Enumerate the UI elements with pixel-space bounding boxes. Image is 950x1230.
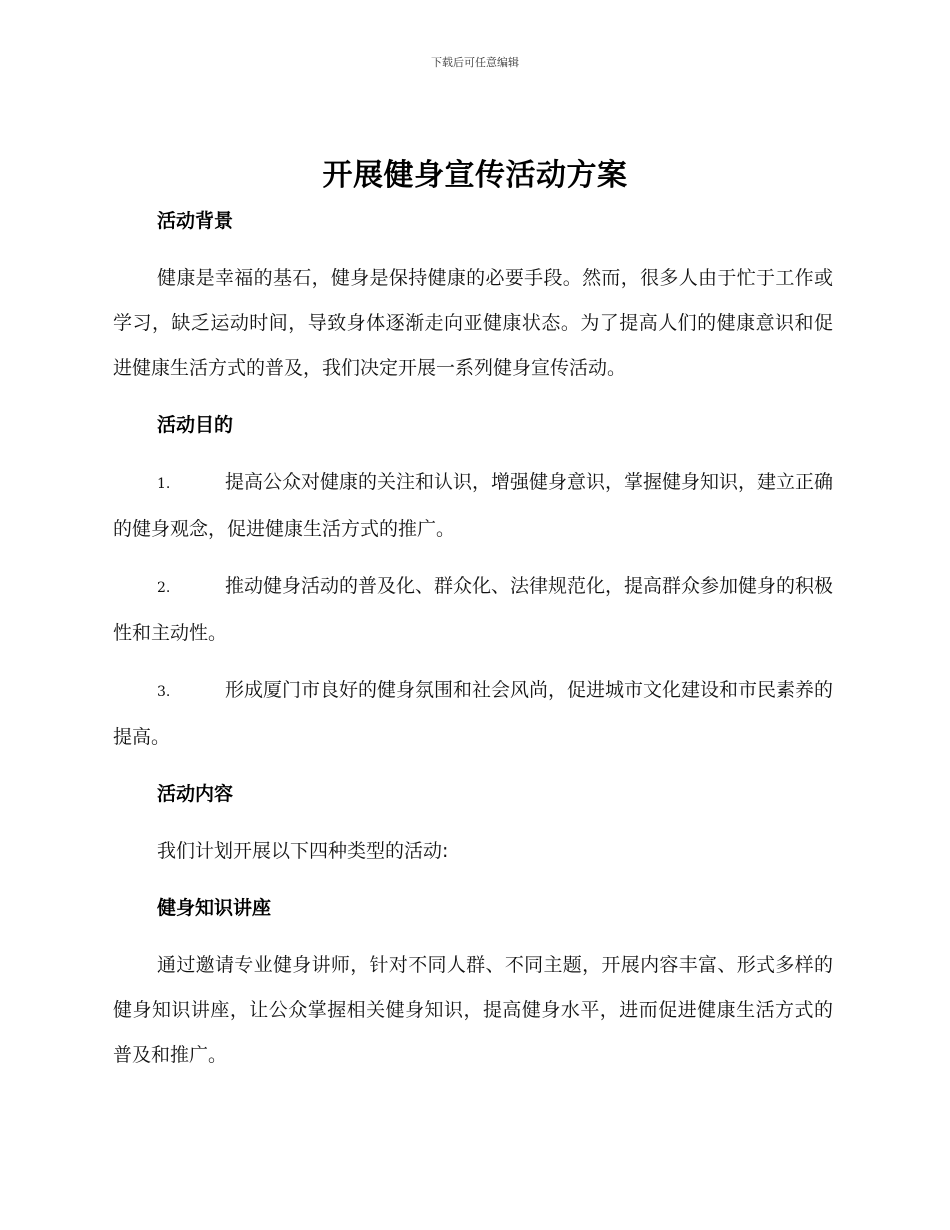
purpose-item-number: 3. — [157, 684, 171, 700]
section-heading-lecture: 健身知识讲座 — [157, 897, 272, 919]
purpose-item-number: 1. — [157, 476, 171, 492]
lecture-paragraph: 通过邀请专业健身讲师，针对不同人群、不同主题，开展内容丰富、形式多样的健身知识讲座，让公众掌握相关健身知识，提高健身水平，进而促进健康生活方式的普及和推广。 — [113, 954, 833, 1066]
purpose-item-text: 提高公众对健康的关注和认识，增强健身意识，掌握健身知识，建立正确的健身观念，促进健康生活方式的推广。 — [113, 471, 834, 540]
purpose-item-3 — [113, 668, 833, 760]
purpose-item-text: 形成厦门市良好的健身氛围和社会风尚，促进城市文化建设和市民素养的提高。 — [113, 679, 834, 748]
section-heading-background: 活动背景 — [157, 210, 234, 232]
section-heading-purpose: 活动目的 — [157, 414, 234, 436]
content-intro: 我们计划开展以下四种类型的活动: — [157, 840, 449, 862]
purpose-item-2 — [113, 564, 833, 656]
header-note: 下载后可任意编辑 — [431, 56, 519, 69]
document-title: 开展健身宣传活动方案 — [322, 158, 628, 193]
purpose-item-number: 2. — [157, 580, 171, 596]
purpose-item-text: 推动健身活动的普及化、群众化、法律规范化，提高群众参加健身的积极性和主动性。 — [113, 575, 834, 644]
purpose-item-1 — [113, 460, 833, 552]
background-paragraph: 健康是幸福的基石，健身是保持健康的必要手段。然而，很多人由于忙于工作或学习，缺乏运动时间，导致身体逐渐走向亚健康状态。为了提高人们的健康意识和促进健康生活方式的普及，我们决定开展一系列健身宣传活动。 — [113, 267, 833, 379]
section-heading-content: 活动内容 — [157, 783, 234, 805]
document-body — [113, 199, 833, 1078]
